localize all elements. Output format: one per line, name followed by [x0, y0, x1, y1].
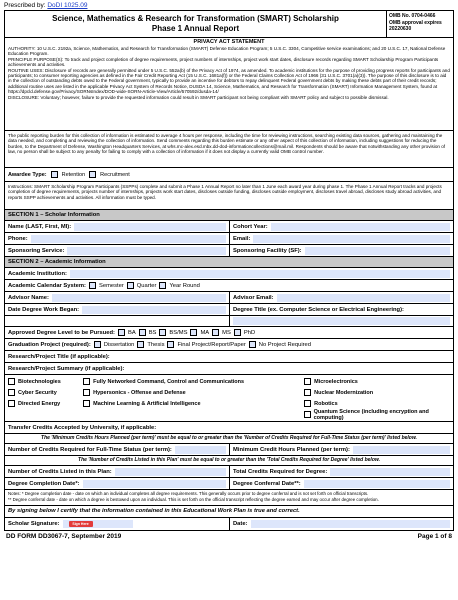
email-label: Email: — [233, 235, 251, 242]
semester-label: Semester — [98, 282, 124, 289]
phone-field[interactable] — [31, 235, 226, 243]
degree-level-cell — [5, 327, 453, 338]
prescribed-link[interactable]: DoDI 1025.09 — [47, 2, 88, 9]
signature-date-field[interactable] — [251, 520, 451, 528]
degree-title-label: Degree Title (ex. Computer Science or Electrical Engineering): — [233, 306, 404, 313]
advisor-name-label: Advisor Name: — [8, 294, 49, 301]
level-ma-checkbox[interactable] — [190, 329, 197, 336]
degree-level-row — [5, 327, 453, 339]
level-phd-label: PhD — [243, 329, 256, 336]
area-biotech-checkbox[interactable] — [8, 378, 15, 385]
calendar-row — [5, 280, 453, 292]
area-hypersonics-checkbox[interactable] — [83, 389, 90, 396]
sign-here-tag[interactable]: Sign Here — [69, 521, 93, 527]
area-robotics — [304, 398, 445, 409]
credits-full-field[interactable] — [175, 446, 226, 454]
level-ms-checkbox[interactable] — [212, 329, 219, 336]
prescribed-label: Prescribed by: — [4, 2, 46, 9]
research-summary-row — [5, 363, 453, 375]
signature-cell — [5, 518, 229, 530]
advisor-name-cell — [5, 292, 229, 303]
omb-number: OMB No. 0704-0466 — [389, 13, 436, 19]
credits-full-cell — [5, 444, 229, 455]
area-spacer — [8, 409, 304, 420]
dates-row — [5, 478, 453, 490]
sponsoring-facility-field[interactable] — [305, 247, 450, 255]
cohort-label: Cohort Year: — [233, 223, 268, 230]
grad-project-row — [5, 339, 453, 351]
note-conferral: ** Degree conferral date - date on which a degree is bestowed upon an individual. This is set forth on the official transcript reflecting the degree earned and may occur after degree completion. — [8, 496, 379, 502]
area-biotech-label: Biotechnologies — [18, 378, 61, 385]
research-title-label: Research/Project Title (if applicable): — [8, 353, 110, 360]
form-page — [4, 1, 454, 542]
privacy-purpose: PRINCIPLE PURPOSE(S): To track and project completion of degree requirements, project numbers of internships, project work start dates, disclosure records regarding SMART Scholarship Program Participants achievements and activities. — [8, 56, 439, 68]
privacy-heading: PRIVACY ACT STATEMENT — [193, 39, 265, 45]
form-number: DD FORM DD3067-7, September 2019 — [6, 533, 122, 540]
signature-field[interactable] — [63, 520, 133, 528]
research-summary-cell — [5, 363, 453, 374]
area-energy-label: Directed Energy — [18, 400, 61, 407]
area-nuclear-checkbox[interactable] — [304, 389, 311, 396]
level-bsms-label: BS/MS — [169, 329, 188, 336]
signature-row — [5, 518, 453, 530]
thesis-checkbox[interactable] — [137, 341, 144, 348]
advisor-row — [5, 292, 453, 304]
total-credits-field[interactable] — [330, 468, 450, 476]
degree-row — [5, 304, 453, 316]
form-footer — [4, 531, 454, 542]
area-c3-checkbox[interactable] — [83, 378, 90, 385]
page-number: Page 1 of 8 — [417, 533, 452, 540]
recruitment-checkbox[interactable] — [89, 171, 96, 178]
level-ba-label: BA — [127, 329, 136, 336]
quarter-checkbox[interactable] — [127, 282, 134, 289]
omb-expires: OMB approval expires — [389, 19, 442, 26]
institution-label: Academic Institution: — [8, 270, 67, 277]
area-micro — [304, 376, 445, 387]
degree-notes — [5, 490, 453, 506]
area-c3-label: Fully Networked Command, Control and Communications — [93, 378, 245, 385]
calendar-cell — [5, 280, 453, 291]
thesis-label: Thesis — [147, 341, 165, 348]
email-field[interactable] — [253, 235, 450, 243]
area-cyber — [8, 387, 83, 398]
no-project-label: No Project Required — [258, 341, 311, 348]
level-ms-label: MS — [222, 329, 231, 336]
form-frame — [4, 10, 454, 531]
level-ma-label: MA — [200, 329, 210, 336]
area-nuclear — [304, 387, 445, 398]
area-cyber-checkbox[interactable] — [8, 389, 15, 396]
area-quantum-label: Quantum Science (including encryption and computing) — [313, 408, 429, 421]
phone-email-row — [5, 233, 453, 245]
date-began-field[interactable] — [82, 306, 226, 314]
name-cohort-row — [5, 221, 453, 233]
privacy-authority: AUTHORITY: 10 U.S.C. 2192a, Science, Mathematics, and Research for Transformation (SMART) Defense Education Program; 5 U.S.C. 3304, Competitive service examinations; and 20 U.S.C. 17, National Defense Education Program. — [8, 46, 446, 57]
title-line-2: Phase 1 Annual Report — [151, 24, 240, 33]
semester-checkbox[interactable] — [89, 282, 96, 289]
grad-project-label: Graduation Project (required): — [8, 341, 91, 348]
privacy-act-statement — [5, 38, 453, 131]
name-field[interactable] — [74, 223, 226, 231]
area-ml — [83, 398, 304, 409]
omb-date: 20220630 — [389, 26, 412, 32]
signature-date-label: Date: — [233, 521, 248, 527]
advisor-name-field[interactable] — [52, 294, 226, 302]
total-credits-label: Total Credits Required for Degree: — [233, 468, 328, 475]
min-credits-field[interactable] — [353, 446, 450, 454]
sponsoring-service-label: Sponsoring Service: — [8, 247, 65, 254]
area-quantum — [304, 409, 445, 420]
level-ba-checkbox[interactable] — [118, 329, 125, 336]
date-cell — [229, 518, 453, 530]
area-cyber-label: Cyber Security — [18, 389, 57, 396]
total-credits-cell — [229, 466, 453, 477]
area-robotics-label: Robotics — [314, 400, 338, 407]
year-round-label: Year Round — [169, 282, 200, 289]
degree-title-fill-row — [5, 316, 453, 327]
min-credits-cell — [229, 444, 453, 455]
privacy-routine-uses: ROUTINE USES: Disclosure of records are generally permitted under 5 U.S.C. 552a(b) of the Privacy Act of 1974, as amended. To academic institutions for the purpose of providing progress reports for participants and participants; to consumer reporting agencies as defined in the Fair Credit Reporting Act (15 U.S.C. 1681a(f)) or the Federal Claims Collection Act of 1966 (31 U.S.C. 3701(a)(3)). The purpose of this disclosure is to aid in the collection of outstanding debts owed to the Federal government, typically to provide an incentive for debtors to repay delinquent Federal government debts by making these debts part of their credit records; additional routine uses are listed in the applicable Privacy Act System of Records Notice, DUSDA 14, Science, Mathematics, and Research for Transformation (SMART) Information Management System, found at https://dpcld.defense.gov/Privacy/SORNsIndex/DOD-wide-SORN-Article-View/Article/570592/dusda-14/ — [8, 67, 450, 95]
date-began-cell — [5, 304, 229, 315]
area-energy — [8, 398, 83, 409]
area-micro-checkbox[interactable] — [304, 378, 311, 385]
institution-cell — [5, 268, 453, 279]
calendar-label: Academic Calendar System: — [8, 282, 86, 289]
form-header — [5, 11, 453, 38]
year-round-checkbox[interactable] — [159, 282, 166, 289]
level-bsms-checkbox[interactable] — [159, 329, 166, 336]
certification-statement: By signing below I certify that the information contained in this Educational Work Plan is true and correct. — [5, 506, 453, 518]
email-cell — [229, 233, 453, 244]
institution-row — [5, 268, 453, 280]
degree-level-label: Approved Degree Level to be Pursued: — [8, 329, 115, 336]
sponsoring-facility-label: Sponsoring Facility (SF): — [233, 247, 302, 254]
note-completion: Notes: * Degree completion date - date on which an individual completes all degree requirements. This generally occurs prior to degree conferral and is not set forth on official transcripts. — [8, 491, 369, 496]
area-c3 — [83, 376, 304, 387]
sponsoring-row — [5, 245, 453, 257]
cohort-field[interactable] — [271, 223, 450, 231]
name-cell — [5, 221, 229, 232]
credits-row-1 — [5, 444, 453, 456]
credits-row-2 — [5, 466, 453, 478]
awardee-type-row — [5, 168, 453, 182]
section-1-header: SECTION 1 – Scholar Information — [5, 210, 453, 221]
final-project-checkbox[interactable] — [167, 341, 174, 348]
area-ml-label: Machine Learning & Artificial Intelligence — [93, 400, 201, 407]
credits-plan-cell — [5, 466, 229, 477]
min-credits-label: Minimum Credit Hours Planned (per term): — [233, 446, 350, 453]
area-hypersonics — [83, 387, 304, 398]
credits-note-2: The 'Number of Credits Listed in this Plan' must be equal to or greater than the 'Total Credits Required for Degree' listed below. — [5, 456, 453, 466]
level-bs-label: BS — [148, 329, 157, 336]
form-title — [5, 11, 386, 37]
quarter-label: Quarter — [136, 282, 157, 289]
burden-statement: The public reporting burden for this collection of information is estimated to average 4 hours per response, including the time for reviewing instructions, searching existing data sources, gathering and maintaining the data needed, and completing and reviewing the collection of information. Send comments regarding this burden estimate or any other aspect of this collection of information, including suggestions for reducing the burden, to the Department of Defense, Washington Headquarters Services, at whs.mc-alex.esd.mbx.dd-dod-informationcollections@mail.mil. Respondents should be aware that notwithstanding any other provision of law, no person shall be subject to any penalty for failing to comply with a collection of information if it does not display a currently valid OMB control number. — [5, 131, 453, 168]
credits-plan-label: Number of Credits Listed in this Plan: — [8, 468, 112, 475]
area-robotics-checkbox[interactable] — [304, 400, 311, 407]
cohort-cell — [229, 221, 453, 232]
sponsoring-service-cell — [5, 245, 229, 256]
privacy-disclosure: DISCLOSURE: Voluntary; however, failure to provide the requested information could result in SMART participant not being compliant with SMART policy and subject to possible dismissal. — [8, 94, 389, 100]
area-biotech — [8, 376, 83, 387]
awardee-type-label: Awardee Type: — [8, 171, 47, 178]
research-title-row — [5, 351, 453, 363]
advisor-email-label: Advisor Email: — [233, 294, 274, 301]
name-label: Name (LAST, First, MI): — [8, 223, 72, 230]
degree-title-field[interactable] — [233, 317, 450, 325]
credits-plan-field[interactable] — [115, 468, 226, 476]
degree-title-cell — [229, 304, 453, 315]
completion-cell — [5, 478, 229, 489]
retention-checkbox[interactable] — [51, 171, 58, 178]
conferral-cell — [229, 478, 453, 489]
no-project-checkbox[interactable] — [249, 341, 256, 348]
grad-project-cell — [5, 339, 453, 350]
instructions: Instructions: SMART Scholarship Program Participants (SSPPs) complete and submit a Phase 1 Annual Report no later than 1 June each award year during phase 1. The Phase 1 Annual Report tracks and projects completion of degree requirements, projects number of internships, projects work start dates, discloses outside funding, discloses outside employment, discloses travel abroad, discloses study abroad activities, and reports SSPP achievements and activities. All information must be typed. — [5, 182, 453, 210]
prescribed-line — [4, 1, 454, 10]
level-phd-checkbox[interactable] — [234, 329, 241, 336]
level-bs-checkbox[interactable] — [139, 329, 146, 336]
research-title-cell — [5, 351, 453, 362]
area-nuclear-label: Nuclear Modernization — [314, 389, 374, 396]
final-project-label: Final Project/Report/Paper — [177, 341, 246, 348]
completion-label: Degree Completion Date*: — [8, 480, 80, 487]
transfer-cell — [5, 422, 453, 433]
advisor-email-cell — [229, 292, 453, 303]
sponsoring-service-field[interactable] — [67, 247, 226, 255]
degree-title-fill-cell — [229, 316, 453, 326]
area-micro-label: Microelectronics — [314, 378, 358, 385]
area-quantum-checkbox[interactable] — [304, 411, 311, 418]
signature-label: Scholar Signature: — [8, 521, 60, 527]
transfer-row — [5, 422, 453, 434]
research-summary-label: Research/Project Summary (if applicable): — [8, 365, 125, 372]
phone-cell — [5, 233, 229, 244]
degree-title-spacer — [5, 316, 229, 326]
credits-full-label: Number of Credits Required for Full-Time Status (per term): — [8, 446, 172, 453]
dissertation-label: Dissertation — [103, 341, 135, 348]
institution-field[interactable] — [70, 270, 450, 278]
conferral-field[interactable] — [304, 480, 450, 488]
sponsoring-facility-cell — [229, 245, 453, 256]
omb-box — [386, 11, 453, 37]
completion-field[interactable] — [83, 480, 226, 488]
dissertation-checkbox[interactable] — [94, 341, 101, 348]
title-line-1: Science, Mathematics & Research for Transformation (SMART) Scholarship — [52, 14, 339, 23]
advisor-email-field[interactable] — [277, 294, 450, 302]
area-energy-checkbox[interactable] — [8, 400, 15, 407]
recruitment-label: Recruitment — [100, 171, 130, 178]
conferral-label: Degree Conferral Date**: — [233, 480, 301, 487]
area-ml-checkbox[interactable] — [83, 400, 90, 407]
area-hypersonics-label: Hypersonics - Offense and Defense — [93, 389, 186, 396]
section-2-header: SECTION 2 – Academic Information — [5, 257, 453, 268]
credits-note-1: The 'Minimum Credits Hours Planned (per term)' must be equal to or greater than the 'Number of Credits Required for Full-Time Status (per term)' listed below. — [5, 434, 453, 444]
transfer-label: Transfer Credits Accepted by University, if applicable: — [8, 424, 157, 431]
date-began-label: Date Degree Work Began: — [8, 306, 80, 313]
phone-label: Phone: — [8, 235, 28, 242]
retention-label: Retention — [61, 171, 86, 178]
focus-areas — [5, 375, 453, 422]
